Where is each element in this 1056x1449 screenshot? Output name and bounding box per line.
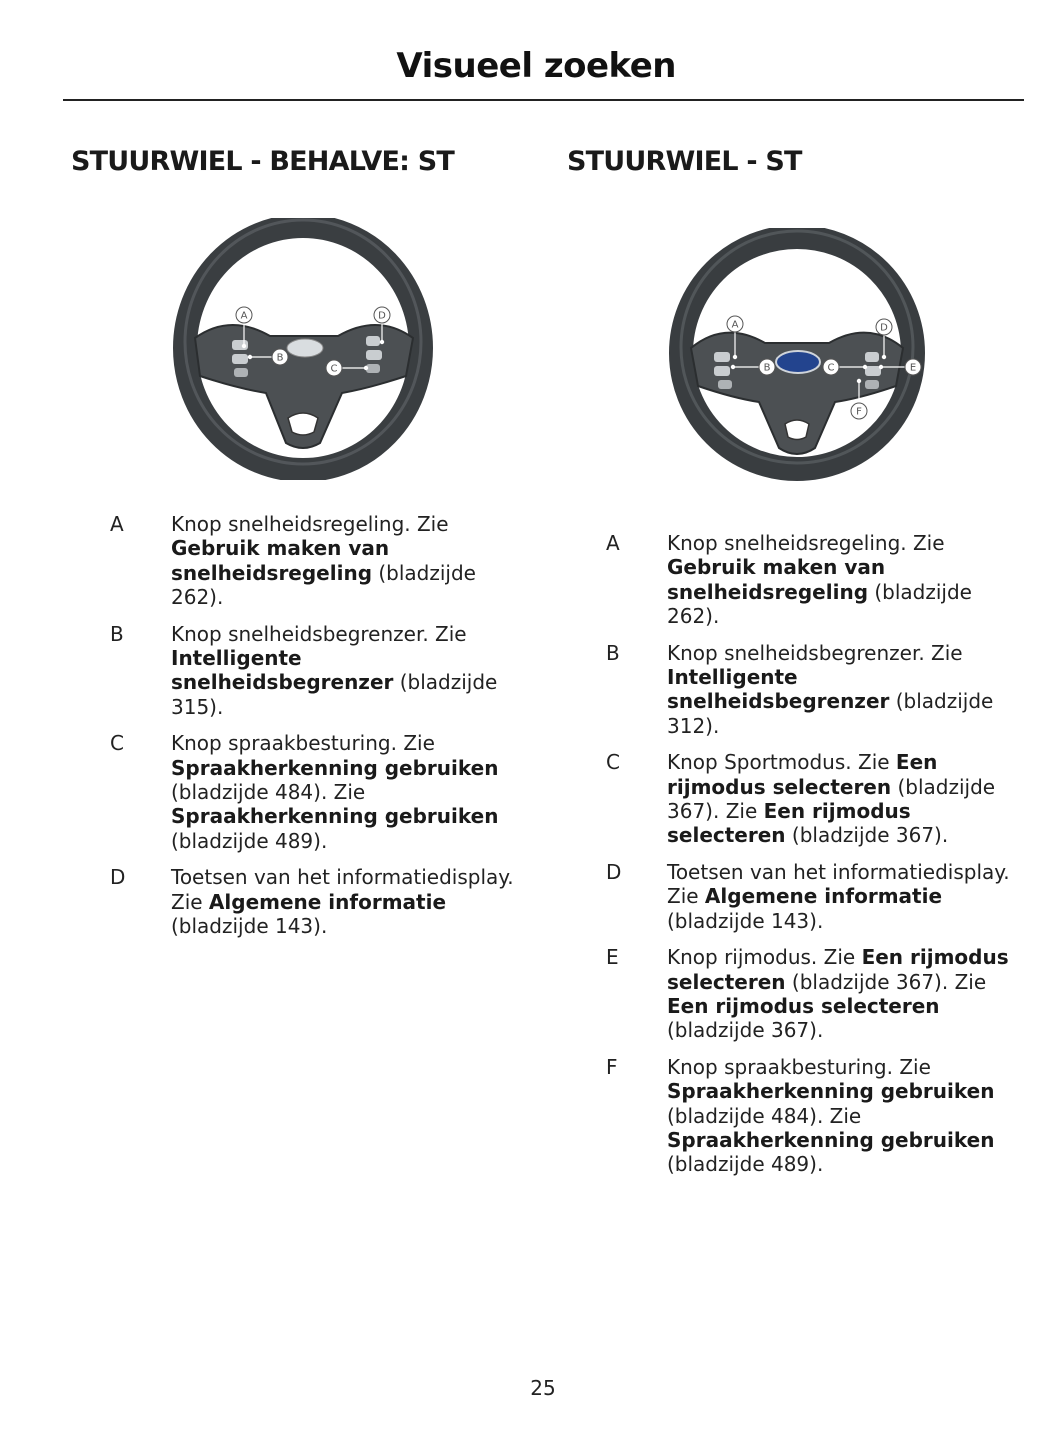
cross-reference: Gebruik maken van snelheidsregeling	[171, 536, 390, 585]
cross-reference: Gebruik maken van snelheidsregeling	[667, 555, 886, 604]
legend-letter: C	[606, 750, 620, 775]
legend-text: (bladzijde 315).	[171, 670, 498, 719]
section-title-steering-wheel-st: STUURWIEL - ST	[567, 146, 802, 177]
legend-text: Toetsen van het informatiedisplay. Zie	[667, 859, 1010, 909]
cross-reference: Spraakherkenning gebruiken	[171, 755, 499, 780]
legend-text: (bladzijde 143).	[667, 908, 824, 933]
legend-text: Knop Sportmodus. Zie	[667, 750, 896, 775]
legend-text: Knop rijmodus. Zie	[667, 945, 862, 970]
legend-item	[108, 865, 528, 938]
page-title: Visueel zoeken	[396, 46, 676, 86]
legend-item	[108, 731, 528, 853]
legend-text: (bladzijde 367).	[667, 1018, 824, 1043]
cross-reference: Een rijmodus selecteren	[667, 799, 911, 848]
svg-text:F: F	[856, 406, 862, 418]
steering-wheel-illustration	[170, 218, 440, 480]
legend-letter: D	[606, 859, 622, 884]
legend-item	[604, 860, 1024, 933]
svg-text:A: A	[240, 310, 248, 322]
svg-text:A: A	[731, 319, 739, 331]
svg-text:D: D	[880, 322, 888, 334]
legend-letter: A	[606, 531, 620, 555]
legend-text: Knop snelheidsbegrenzer. Zie	[667, 640, 963, 665]
page-number: 25	[530, 1376, 556, 1400]
cross-reference: Een rijmodus selecteren	[667, 750, 938, 799]
legend-text: (bladzijde 262).	[171, 560, 476, 610]
legend-letter: F	[606, 1054, 618, 1079]
steering-wheel-st-illustration	[665, 228, 935, 483]
legend-text: (bladzijde 489).	[667, 1152, 824, 1177]
cross-reference: Intelligente snelheidsbegrenzer	[667, 665, 890, 714]
legend-item	[108, 622, 528, 720]
legend-text: Knop snelheidsregeling. Zie	[171, 512, 449, 536]
cross-reference: Algemene informatie	[704, 884, 943, 909]
title-divider	[63, 99, 1024, 101]
legend-text: (bladzijde 367). Zie	[785, 969, 987, 994]
svg-text:C: C	[827, 362, 835, 374]
legend-item	[604, 1055, 1024, 1177]
legend-text: Knop spraakbesturing. Zie	[171, 731, 435, 756]
cross-reference: Spraakherkenning gebruiken	[667, 1127, 995, 1152]
svg-text:E: E	[909, 362, 917, 374]
svg-text:B: B	[276, 352, 284, 364]
legend-list-st	[604, 531, 1024, 1189]
cross-reference: Een rijmodus selecteren	[667, 945, 1009, 994]
svg-text:D: D	[378, 310, 386, 322]
cross-reference: Spraakherkenning gebruiken	[171, 804, 499, 829]
legend-item	[604, 945, 1024, 1043]
legend-text: (bladzijde 367).	[785, 823, 949, 848]
legend-item	[604, 531, 1024, 629]
legend-letter: E	[606, 945, 619, 970]
cross-reference: Een rijmodus selecteren	[667, 993, 940, 1018]
legend-text: Knop snelheidsregeling. Zie	[667, 531, 945, 555]
legend-text: Knop snelheidsbegrenzer. Zie	[171, 621, 467, 646]
legend-letter: D	[110, 865, 126, 890]
section-title-steering-wheel-except-st: STUURWIEL - BEHALVE: ST	[71, 146, 454, 177]
legend-text: (bladzijde 484). Zie	[667, 1103, 862, 1128]
legend-text: (bladzijde 489).	[171, 828, 328, 853]
legend-list-except-st	[108, 512, 528, 951]
cross-reference: Spraakherkenning gebruiken	[667, 1079, 995, 1104]
legend-text: (bladzijde 312).	[667, 689, 994, 738]
legend-text: Knop spraakbesturing. Zie	[667, 1054, 931, 1079]
legend-letter: B	[606, 640, 620, 665]
legend-letter: B	[110, 621, 124, 646]
legend-item	[604, 641, 1024, 739]
legend-text: (bladzijde 367). Zie	[667, 774, 996, 824]
svg-text:C: C	[330, 363, 338, 375]
svg-text:B: B	[763, 362, 771, 374]
legend-text: Toetsen van het informatiedisplay. Zie	[171, 865, 514, 914]
legend-text: (bladzijde 262).	[667, 579, 972, 629]
legend-item	[604, 750, 1024, 848]
legend-item	[108, 512, 528, 610]
cross-reference: Intelligente snelheidsbegrenzer	[171, 646, 394, 695]
legend-text: (bladzijde 143).	[171, 914, 328, 939]
legend-letter: C	[110, 731, 124, 756]
legend-text: (bladzijde 484). Zie	[171, 780, 366, 805]
legend-letter: A	[110, 512, 124, 536]
cross-reference: Algemene informatie	[208, 889, 447, 914]
